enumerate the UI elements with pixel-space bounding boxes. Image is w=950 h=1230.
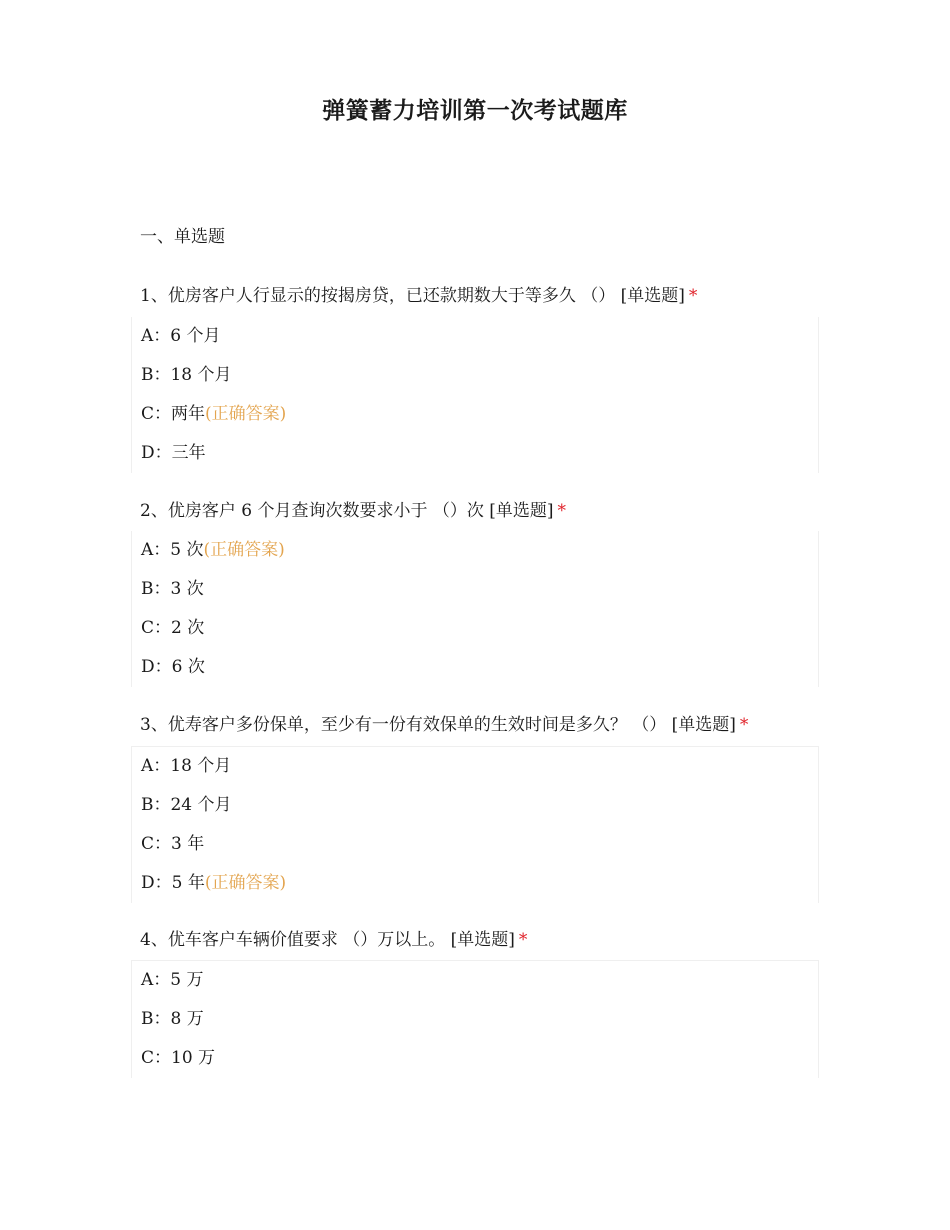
option-b	[132, 1000, 818, 1039]
options-group-3	[131, 746, 819, 903]
option-label: D：5 年	[141, 873, 205, 893]
section-heading: 一、单选题	[140, 227, 225, 247]
option-label: C：3 年	[141, 834, 205, 854]
required-mark: *	[739, 715, 749, 735]
option-label: A：6 个月	[141, 326, 221, 346]
required-mark: *	[518, 930, 528, 950]
correct-answer-tag: (正确答案)	[205, 404, 287, 424]
required-mark: *	[557, 501, 567, 521]
option-label: A：5 万	[141, 970, 204, 990]
question-text: 4、优车客户车辆价值要求 （）万以上。 [单选题]	[140, 930, 515, 950]
option-c	[132, 395, 818, 434]
correct-answer-tag: (正确答案)	[203, 540, 285, 560]
question-text: 1、优房客户人行显示的按揭房贷，已还款期数大于等多久 （） [单选题]	[140, 286, 685, 306]
option-label: C：10 万	[141, 1048, 216, 1068]
option-a	[132, 531, 818, 570]
option-label: D：6 次	[141, 657, 205, 677]
question-1	[140, 281, 697, 306]
option-a	[132, 317, 818, 356]
question-3	[140, 710, 748, 735]
options-group-4	[131, 960, 819, 1078]
option-label: D：三年	[141, 443, 206, 463]
option-b	[132, 356, 818, 395]
option-label: A：5 次	[141, 540, 204, 560]
option-c	[132, 825, 818, 864]
option-d	[132, 864, 818, 903]
option-label: A：18 个月	[141, 756, 232, 776]
option-label: B：18 个月	[141, 365, 232, 385]
question-2	[140, 496, 566, 521]
correct-answer-tag: (正确答案)	[204, 873, 287, 893]
option-label: B：3 次	[141, 579, 204, 599]
question-4	[140, 925, 527, 950]
options-group-2	[131, 531, 819, 687]
page-title: 弹簧蓄力培训第一次考试题库	[322, 98, 628, 124]
question-text: 3、优寿客户多份保单，至少有一份有效保单的生效时间是多久？ （） [单选题]	[140, 715, 736, 735]
option-c	[132, 1039, 818, 1078]
option-label: C：两年	[141, 404, 206, 424]
options-group-1	[131, 317, 819, 473]
option-b	[132, 570, 818, 609]
option-label: B：24 个月	[141, 795, 232, 815]
question-text: 2、优房客户 6 个月查询次数要求小于 （）次 [单选题]	[140, 501, 554, 521]
option-label: B：8 万	[141, 1009, 204, 1029]
required-mark: *	[688, 286, 698, 306]
option-a	[132, 961, 818, 1000]
option-c	[132, 609, 818, 648]
option-d	[132, 434, 818, 473]
option-d	[132, 648, 818, 687]
option-label: C：2 次	[141, 618, 205, 638]
option-b	[132, 786, 818, 825]
option-a	[132, 747, 818, 786]
